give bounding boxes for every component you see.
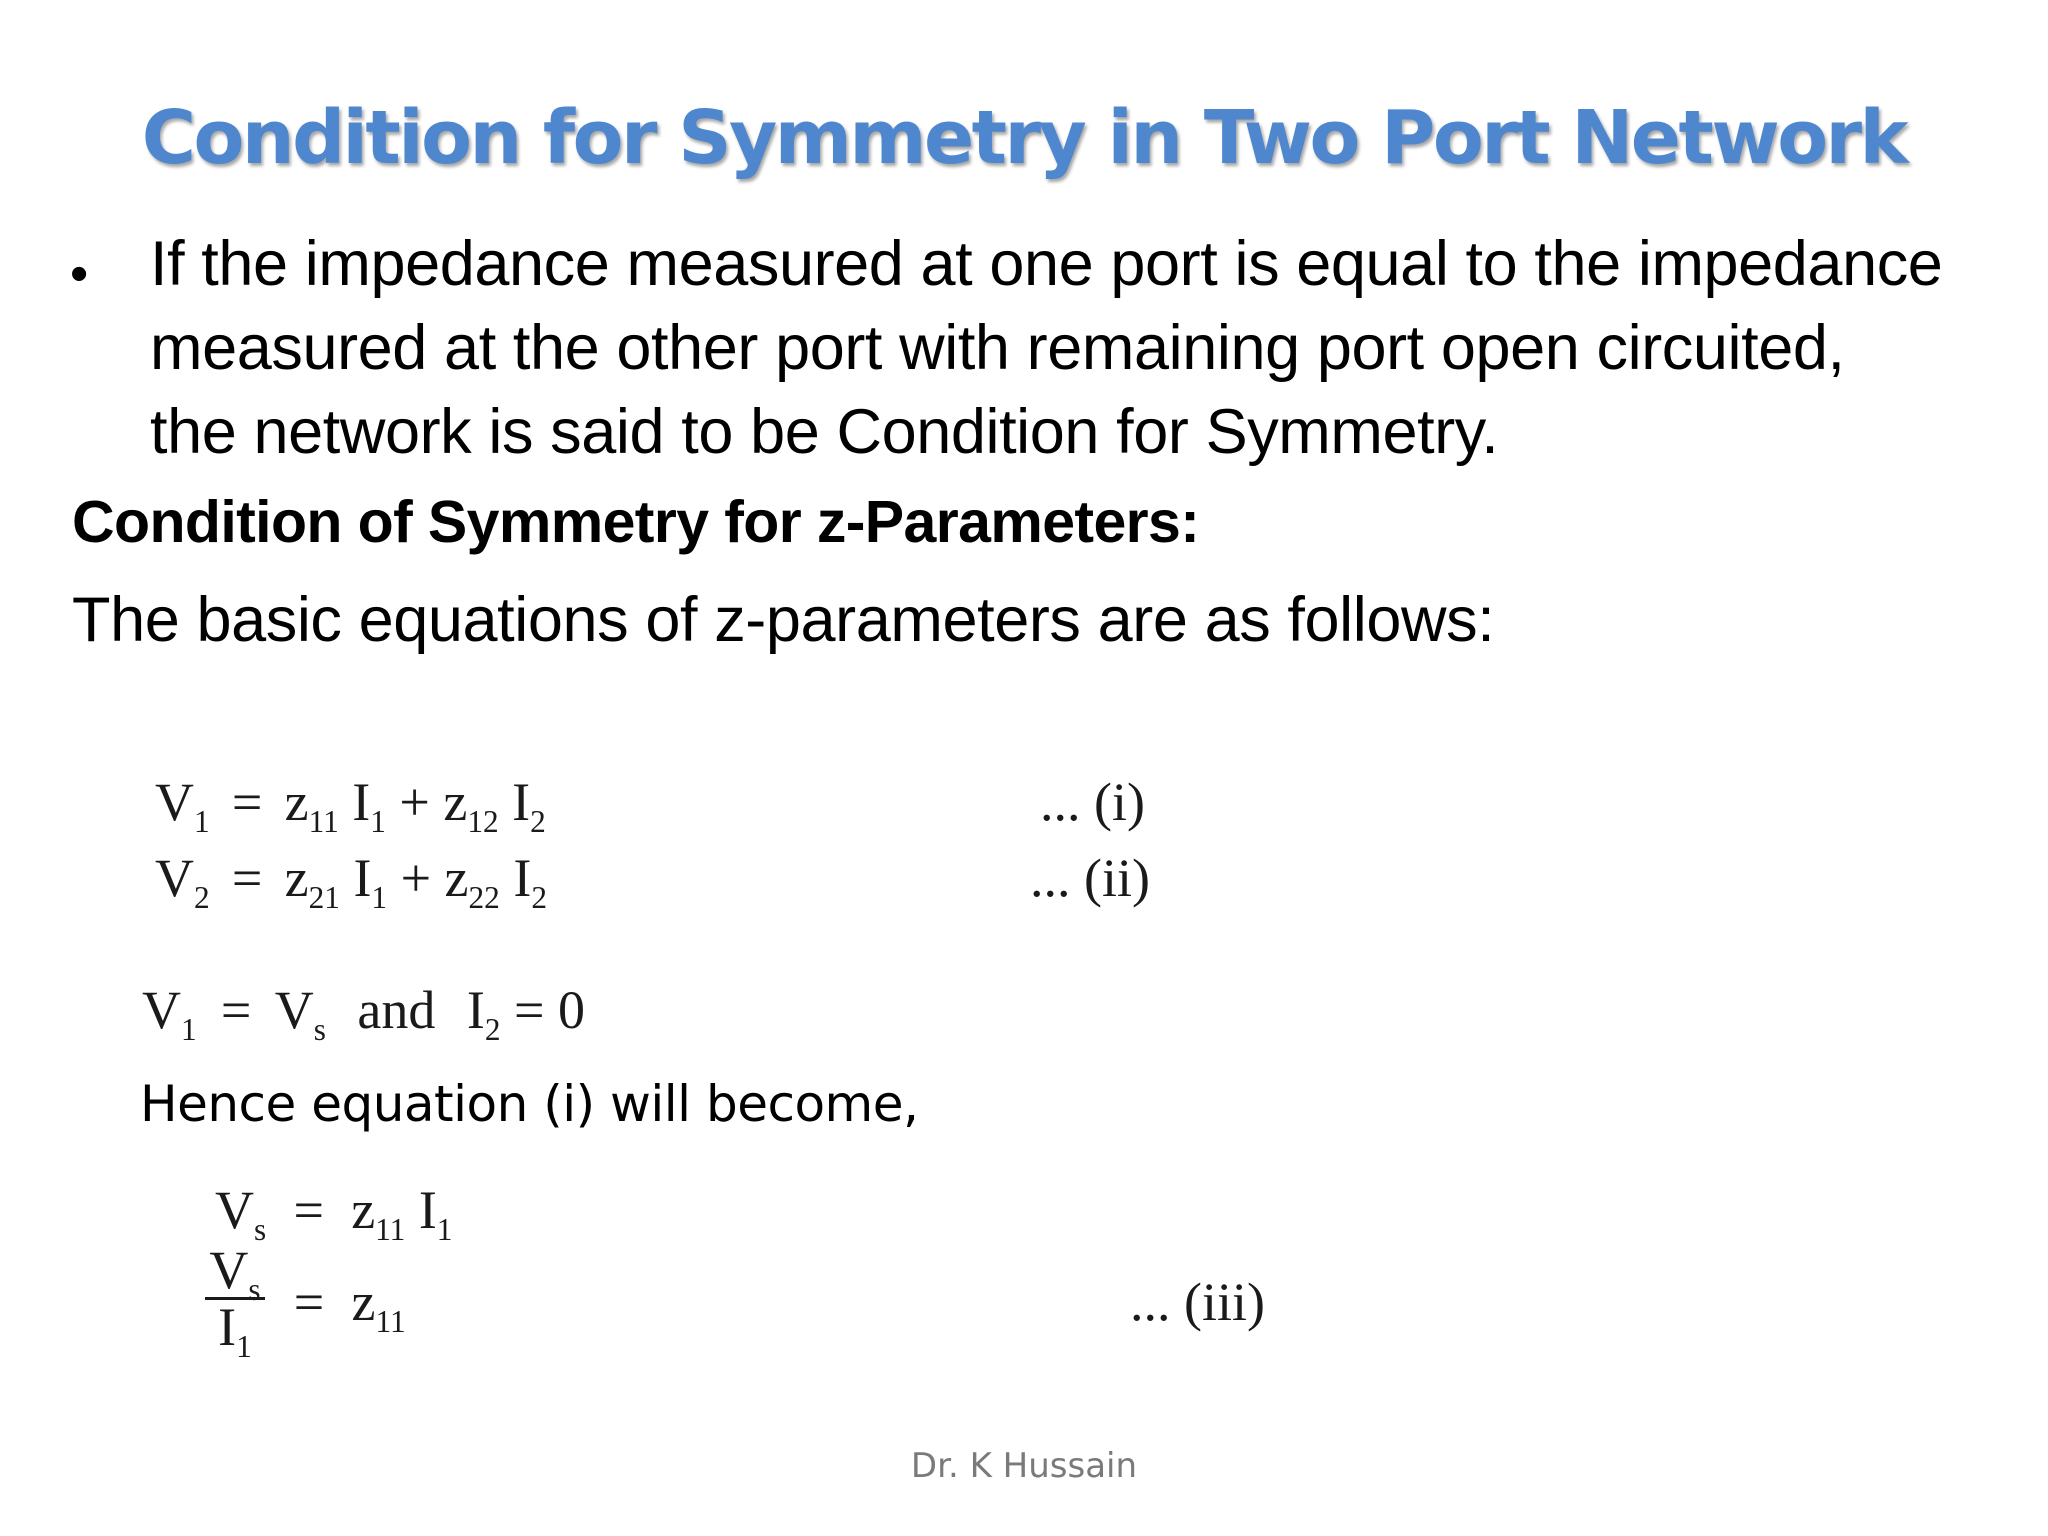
hence-text: Hence equation (i) will become,: [140, 1075, 919, 1133]
equation-2-tag: ... (ii): [1030, 848, 1150, 908]
equation-5-tag: ... (iii): [1130, 1272, 1265, 1332]
bullet-marker: •: [70, 245, 89, 303]
section-heading: Condition of Symmetry for z-Parameters:: [72, 489, 1200, 555]
bullet-paragraph: [150, 222, 2030, 474]
bullet-line: measured at the other port with remaining port open circuited,: [150, 313, 1845, 383]
equation-5-rhs: = $z_{11}$: [293, 1272, 406, 1339]
bullet-line: If the impedance measured at one port is equal to the impedance: [150, 229, 1943, 299]
slide-title: Condition for Symmetry in Two Port Network: [141, 95, 1907, 181]
fraction-numerator: $V_s$: [209, 1240, 261, 1307]
fraction-denominator: $I_1$: [218, 1297, 252, 1364]
slide-footer-author: Dr. K Hussain: [910, 1446, 1138, 1486]
equation-5-fraction: [205, 1240, 265, 1364]
equation-4: $V_s = z_{11}$ $I_1$: [215, 1180, 453, 1247]
equation-boundary-condition: $V_1 = V_s$ and $I_2 = 0$: [142, 980, 585, 1047]
equation-1-tag: ... (i): [1040, 772, 1145, 832]
equation-2: $V_2 = z_{21}$ $I_1 + z_{22}$ $I_2$: [155, 848, 547, 915]
bullet-line: the network is said to be Condition for Symmetry.: [150, 397, 1499, 467]
intro-text: The basic equations of z-parameters are as follows:: [72, 585, 1495, 655]
equation-1: $V_1 = z_{11}$ $I_1 + z_{12}$ $I_2$: [155, 772, 546, 839]
